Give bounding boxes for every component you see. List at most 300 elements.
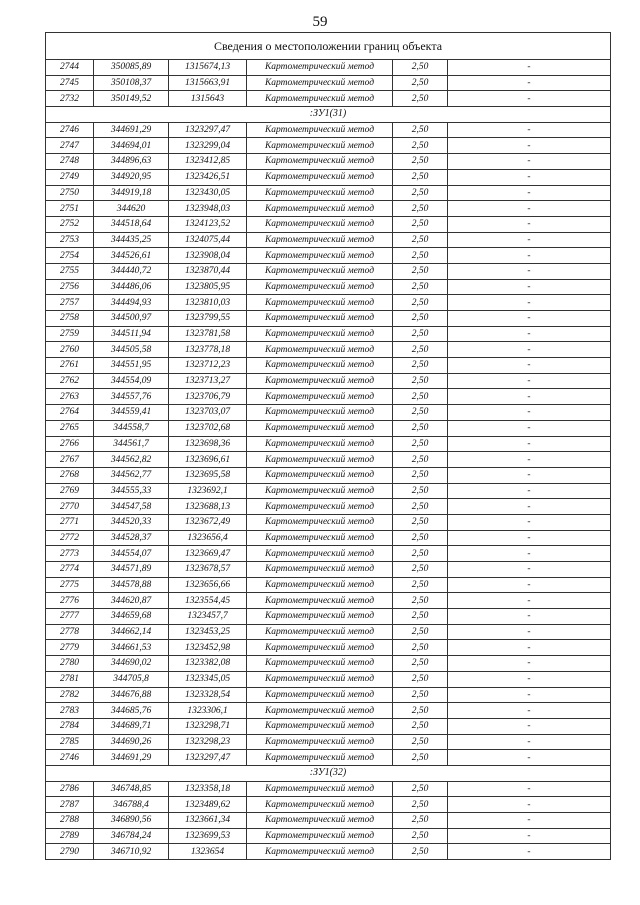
method-cell: Картометрический метод: [247, 671, 393, 687]
x-coordinate-cell: 344562,77: [94, 467, 169, 483]
x-coordinate-cell: 346710,92: [94, 844, 169, 860]
description-cell: -: [448, 530, 611, 546]
y-coordinate-cell: 1323948,03: [169, 201, 247, 217]
y-coordinate-cell: 1323328,54: [169, 687, 247, 703]
accuracy-cell: 2,50: [393, 216, 448, 232]
accuracy-cell: 2,50: [393, 232, 448, 248]
point-number-cell: 2762: [46, 373, 94, 389]
y-coordinate-cell: 1323306,1: [169, 703, 247, 719]
y-coordinate-cell: 1323297,47: [169, 122, 247, 138]
x-coordinate-cell: 344559,41: [94, 405, 169, 421]
x-coordinate-cell: 344578,88: [94, 577, 169, 593]
accuracy-cell: 2,50: [393, 75, 448, 91]
accuracy-cell: 2,50: [393, 624, 448, 640]
description-cell: -: [448, 216, 611, 232]
method-cell: Картометрический метод: [247, 452, 393, 468]
x-coordinate-cell: 344547,58: [94, 499, 169, 515]
table-title: Сведения о местоположении границ объекта: [46, 33, 611, 60]
y-coordinate-cell: 1323703,07: [169, 405, 247, 421]
description-cell: -: [448, 389, 611, 405]
accuracy-cell: 2,50: [393, 718, 448, 734]
point-number-cell: 2761: [46, 358, 94, 374]
point-number-cell: 2783: [46, 703, 94, 719]
point-number-cell: 2746: [46, 750, 94, 766]
point-number-cell: 2774: [46, 562, 94, 578]
x-coordinate-cell: 344520,33: [94, 514, 169, 530]
x-coordinate-cell: 344661,53: [94, 640, 169, 656]
method-cell: Картометрический метод: [247, 420, 393, 436]
table-row: [46, 624, 611, 640]
y-coordinate-cell: 1323712,23: [169, 358, 247, 374]
method-cell: Картометрический метод: [247, 436, 393, 452]
description-cell: -: [448, 122, 611, 138]
table-row: [46, 279, 611, 295]
description-cell: -: [448, 248, 611, 264]
accuracy-cell: 2,50: [393, 326, 448, 342]
table-row: [46, 122, 611, 138]
x-coordinate-cell: 344691,29: [94, 750, 169, 766]
description-cell: -: [448, 750, 611, 766]
method-cell: Картометрический метод: [247, 593, 393, 609]
description-cell: -: [448, 781, 611, 797]
point-number-cell: 2789: [46, 828, 94, 844]
table-row: [46, 373, 611, 389]
x-coordinate-cell: 350108,37: [94, 75, 169, 91]
table-row: [46, 687, 611, 703]
accuracy-cell: 2,50: [393, 420, 448, 436]
x-coordinate-cell: 346788,4: [94, 797, 169, 813]
y-coordinate-cell: 1315663,91: [169, 75, 247, 91]
accuracy-cell: 2,50: [393, 483, 448, 499]
method-cell: Картометрический метод: [247, 232, 393, 248]
description-cell: -: [448, 844, 611, 860]
description-cell: -: [448, 358, 611, 374]
x-coordinate-cell: 344689,71: [94, 718, 169, 734]
method-cell: Картометрический метод: [247, 718, 393, 734]
method-cell: Картометрический метод: [247, 326, 393, 342]
y-coordinate-cell: 1323698,36: [169, 436, 247, 452]
accuracy-cell: 2,50: [393, 546, 448, 562]
y-coordinate-cell: 1323706,79: [169, 389, 247, 405]
point-number-cell: 2767: [46, 452, 94, 468]
table-row: [46, 436, 611, 452]
accuracy-cell: 2,50: [393, 201, 448, 217]
method-cell: Картометрический метод: [247, 640, 393, 656]
accuracy-cell: 2,50: [393, 373, 448, 389]
table-row: [46, 813, 611, 829]
accuracy-cell: 2,50: [393, 844, 448, 860]
x-coordinate-cell: 344551,95: [94, 358, 169, 374]
accuracy-cell: 2,50: [393, 593, 448, 609]
section-label: :ЗУ1(32): [46, 765, 611, 781]
accuracy-cell: 2,50: [393, 750, 448, 766]
y-coordinate-cell: 1323430,05: [169, 185, 247, 201]
x-coordinate-cell: 344691,29: [94, 122, 169, 138]
accuracy-cell: 2,50: [393, 530, 448, 546]
table-title-row: [46, 33, 611, 60]
method-cell: Картометрический метод: [247, 169, 393, 185]
table-row: [46, 546, 611, 562]
x-coordinate-cell: 344440,72: [94, 263, 169, 279]
point-number-cell: 2732: [46, 91, 94, 107]
accuracy-cell: 2,50: [393, 342, 448, 358]
description-cell: -: [448, 718, 611, 734]
y-coordinate-cell: 1323426,51: [169, 169, 247, 185]
accuracy-cell: 2,50: [393, 671, 448, 687]
method-cell: Картометрический метод: [247, 703, 393, 719]
accuracy-cell: 2,50: [393, 389, 448, 405]
method-cell: Картометрический метод: [247, 562, 393, 578]
x-coordinate-cell: 344528,37: [94, 530, 169, 546]
table-row: [46, 734, 611, 750]
method-cell: Картометрический метод: [247, 483, 393, 499]
description-cell: -: [448, 326, 611, 342]
accuracy-cell: 2,50: [393, 436, 448, 452]
table-row: [46, 201, 611, 217]
accuracy-cell: 2,50: [393, 499, 448, 515]
table-row: [46, 718, 611, 734]
y-coordinate-cell: 1323457,7: [169, 609, 247, 625]
y-coordinate-cell: 1323672,49: [169, 514, 247, 530]
method-cell: Картометрический метод: [247, 781, 393, 797]
method-cell: Картометрический метод: [247, 75, 393, 91]
table-row: [46, 138, 611, 154]
accuracy-cell: 2,50: [393, 91, 448, 107]
table-row: [46, 609, 611, 625]
point-number-cell: 2790: [46, 844, 94, 860]
y-coordinate-cell: 1323554,45: [169, 593, 247, 609]
table-row: [46, 91, 611, 107]
accuracy-cell: 2,50: [393, 734, 448, 750]
accuracy-cell: 2,50: [393, 122, 448, 138]
x-coordinate-cell: 344486,06: [94, 279, 169, 295]
y-coordinate-cell: 1323713,27: [169, 373, 247, 389]
accuracy-cell: 2,50: [393, 263, 448, 279]
point-number-cell: 2779: [46, 640, 94, 656]
y-coordinate-cell: 1323654: [169, 844, 247, 860]
point-number-cell: 2788: [46, 813, 94, 829]
x-coordinate-cell: 344690,26: [94, 734, 169, 750]
table-row: [46, 797, 611, 813]
method-cell: Картометрический метод: [247, 91, 393, 107]
method-cell: Картометрический метод: [247, 514, 393, 530]
method-cell: Картометрический метод: [247, 797, 393, 813]
point-number-cell: 2773: [46, 546, 94, 562]
point-number-cell: 2752: [46, 216, 94, 232]
y-coordinate-cell: 1315643: [169, 91, 247, 107]
table-row: [46, 263, 611, 279]
accuracy-cell: 2,50: [393, 60, 448, 76]
table-row: [46, 640, 611, 656]
x-coordinate-cell: 344571,89: [94, 562, 169, 578]
y-coordinate-cell: 1323358,18: [169, 781, 247, 797]
method-cell: Картометрический метод: [247, 263, 393, 279]
table-row: [46, 420, 611, 436]
x-coordinate-cell: 344659,68: [94, 609, 169, 625]
x-coordinate-cell: 344561,7: [94, 436, 169, 452]
accuracy-cell: 2,50: [393, 609, 448, 625]
point-number-cell: 2744: [46, 60, 94, 76]
table-row: [46, 358, 611, 374]
description-cell: -: [448, 232, 611, 248]
method-cell: Картометрический метод: [247, 734, 393, 750]
table-row: [46, 248, 611, 264]
page-number: 59: [312, 14, 328, 30]
x-coordinate-cell: 344690,02: [94, 656, 169, 672]
table-row: [46, 828, 611, 844]
description-cell: -: [448, 734, 611, 750]
accuracy-cell: 2,50: [393, 828, 448, 844]
description-cell: -: [448, 797, 611, 813]
accuracy-cell: 2,50: [393, 514, 448, 530]
y-coordinate-cell: 1323870,44: [169, 263, 247, 279]
description-cell: -: [448, 185, 611, 201]
point-number-cell: 2769: [46, 483, 94, 499]
table-row: [46, 326, 611, 342]
description-cell: -: [448, 624, 611, 640]
table-row: [46, 750, 611, 766]
table-row: [46, 530, 611, 546]
description-cell: -: [448, 91, 611, 107]
table-row: [46, 593, 611, 609]
y-coordinate-cell: 1323799,55: [169, 311, 247, 327]
table-row: [46, 452, 611, 468]
point-number-cell: 2778: [46, 624, 94, 640]
method-cell: Картометрический метод: [247, 499, 393, 515]
table-row: [46, 781, 611, 797]
description-cell: -: [448, 467, 611, 483]
table-row: [46, 75, 611, 91]
description-cell: -: [448, 562, 611, 578]
x-coordinate-cell: 344435,25: [94, 232, 169, 248]
y-coordinate-cell: 1323345,05: [169, 671, 247, 687]
x-coordinate-cell: 346748,85: [94, 781, 169, 797]
description-cell: -: [448, 263, 611, 279]
description-cell: -: [448, 436, 611, 452]
method-cell: Картометрический метод: [247, 342, 393, 358]
table-row: [46, 295, 611, 311]
accuracy-cell: 2,50: [393, 169, 448, 185]
description-cell: -: [448, 687, 611, 703]
description-cell: -: [448, 60, 611, 76]
y-coordinate-cell: 1323656,4: [169, 530, 247, 546]
method-cell: Картометрический метод: [247, 844, 393, 860]
point-number-cell: 2757: [46, 295, 94, 311]
method-cell: Картометрический метод: [247, 154, 393, 170]
x-coordinate-cell: 344919,18: [94, 185, 169, 201]
y-coordinate-cell: 1323908,04: [169, 248, 247, 264]
y-coordinate-cell: 1323778,18: [169, 342, 247, 358]
y-coordinate-cell: 1323695,58: [169, 467, 247, 483]
method-cell: Картометрический метод: [247, 311, 393, 327]
method-cell: Картометрический метод: [247, 530, 393, 546]
method-cell: Картометрический метод: [247, 201, 393, 217]
table-row: [46, 311, 611, 327]
point-number-cell: 2785: [46, 734, 94, 750]
description-cell: -: [448, 169, 611, 185]
method-cell: Картометрический метод: [247, 405, 393, 421]
point-number-cell: 2759: [46, 326, 94, 342]
accuracy-cell: 2,50: [393, 562, 448, 578]
point-number-cell: 2775: [46, 577, 94, 593]
x-coordinate-cell: 344685,76: [94, 703, 169, 719]
method-cell: Картометрический метод: [247, 279, 393, 295]
table-row: [46, 60, 611, 76]
method-cell: Картометрический метод: [247, 624, 393, 640]
accuracy-cell: 2,50: [393, 467, 448, 483]
point-number-cell: 2756: [46, 279, 94, 295]
point-number-cell: 2760: [46, 342, 94, 358]
x-coordinate-cell: 344500,97: [94, 311, 169, 327]
table-row: [46, 232, 611, 248]
y-coordinate-cell: 1324123,52: [169, 216, 247, 232]
accuracy-cell: 2,50: [393, 311, 448, 327]
y-coordinate-cell: 1323810,03: [169, 295, 247, 311]
x-coordinate-cell: 344705,8: [94, 671, 169, 687]
x-coordinate-cell: 344555,33: [94, 483, 169, 499]
point-number-cell: 2751: [46, 201, 94, 217]
y-coordinate-cell: 1323656,66: [169, 577, 247, 593]
point-number-cell: 2764: [46, 405, 94, 421]
method-cell: Картометрический метод: [247, 467, 393, 483]
point-number-cell: 2787: [46, 797, 94, 813]
accuracy-cell: 2,50: [393, 279, 448, 295]
y-coordinate-cell: 1323696,61: [169, 452, 247, 468]
method-cell: Картометрический метод: [247, 138, 393, 154]
method-cell: Картометрический метод: [247, 358, 393, 374]
description-cell: -: [448, 514, 611, 530]
description-cell: -: [448, 577, 611, 593]
section-header-row: [46, 765, 611, 781]
table-row: [46, 514, 611, 530]
section-header-row: [46, 107, 611, 123]
description-cell: -: [448, 656, 611, 672]
description-cell: -: [448, 499, 611, 515]
description-cell: -: [448, 311, 611, 327]
table-row: [46, 499, 611, 515]
method-cell: Картометрический метод: [247, 828, 393, 844]
accuracy-cell: 2,50: [393, 185, 448, 201]
method-cell: Картометрический метод: [247, 813, 393, 829]
y-coordinate-cell: 1323453,25: [169, 624, 247, 640]
method-cell: Картометрический метод: [247, 60, 393, 76]
method-cell: Картометрический метод: [247, 389, 393, 405]
y-coordinate-cell: 1323678,57: [169, 562, 247, 578]
accuracy-cell: 2,50: [393, 781, 448, 797]
point-number-cell: 2782: [46, 687, 94, 703]
point-number-cell: 2750: [46, 185, 94, 201]
y-coordinate-cell: 1323452,98: [169, 640, 247, 656]
x-coordinate-cell: 344620,87: [94, 593, 169, 609]
point-number-cell: 2745: [46, 75, 94, 91]
x-coordinate-cell: 344526,61: [94, 248, 169, 264]
method-cell: Картометрический метод: [247, 750, 393, 766]
description-cell: -: [448, 279, 611, 295]
accuracy-cell: 2,50: [393, 248, 448, 264]
description-cell: -: [448, 593, 611, 609]
y-coordinate-cell: 1323688,13: [169, 499, 247, 515]
table-row: [46, 154, 611, 170]
y-coordinate-cell: 1323297,47: [169, 750, 247, 766]
accuracy-cell: 2,50: [393, 405, 448, 421]
point-number-cell: 2786: [46, 781, 94, 797]
y-coordinate-cell: 1323661,34: [169, 813, 247, 829]
method-cell: Картометрический метод: [247, 687, 393, 703]
method-cell: Картометрический метод: [247, 185, 393, 201]
x-coordinate-cell: 344896,63: [94, 154, 169, 170]
x-coordinate-cell: 344511,94: [94, 326, 169, 342]
x-coordinate-cell: 344662,14: [94, 624, 169, 640]
point-number-cell: 2772: [46, 530, 94, 546]
description-cell: -: [448, 452, 611, 468]
x-coordinate-cell: 346784,24: [94, 828, 169, 844]
table-row: [46, 389, 611, 405]
method-cell: Картометрический метод: [247, 122, 393, 138]
point-number-cell: 2766: [46, 436, 94, 452]
y-coordinate-cell: 1323298,71: [169, 718, 247, 734]
accuracy-cell: 2,50: [393, 452, 448, 468]
method-cell: Картометрический метод: [247, 295, 393, 311]
description-cell: -: [448, 420, 611, 436]
y-coordinate-cell: 1323669,47: [169, 546, 247, 562]
description-cell: -: [448, 813, 611, 829]
accuracy-cell: 2,50: [393, 295, 448, 311]
y-coordinate-cell: 1323805,95: [169, 279, 247, 295]
table-row: [46, 844, 611, 860]
description-cell: -: [448, 154, 611, 170]
point-number-cell: 2765: [46, 420, 94, 436]
table-row: [46, 562, 611, 578]
accuracy-cell: 2,50: [393, 154, 448, 170]
point-number-cell: 2753: [46, 232, 94, 248]
description-cell: -: [448, 295, 611, 311]
description-cell: -: [448, 138, 611, 154]
point-number-cell: 2771: [46, 514, 94, 530]
x-coordinate-cell: 344562,82: [94, 452, 169, 468]
y-coordinate-cell: 1323699,53: [169, 828, 247, 844]
point-number-cell: 2747: [46, 138, 94, 154]
y-coordinate-cell: 1323412,85: [169, 154, 247, 170]
x-coordinate-cell: 344554,09: [94, 373, 169, 389]
table-row: [46, 169, 611, 185]
y-coordinate-cell: 1323692,1: [169, 483, 247, 499]
accuracy-cell: 2,50: [393, 138, 448, 154]
y-coordinate-cell: 1323489,62: [169, 797, 247, 813]
table-row: [46, 467, 611, 483]
table-row: [46, 405, 611, 421]
table-row: [46, 483, 611, 499]
description-cell: -: [448, 405, 611, 421]
x-coordinate-cell: 344554,07: [94, 546, 169, 562]
description-cell: -: [448, 828, 611, 844]
x-coordinate-cell: 344676,88: [94, 687, 169, 703]
table-row: [46, 185, 611, 201]
description-cell: -: [448, 75, 611, 91]
point-number-cell: 2749: [46, 169, 94, 185]
description-cell: -: [448, 609, 611, 625]
accuracy-cell: 2,50: [393, 687, 448, 703]
description-cell: -: [448, 483, 611, 499]
description-cell: -: [448, 546, 611, 562]
x-coordinate-cell: 346890,56: [94, 813, 169, 829]
method-cell: Картометрический метод: [247, 577, 393, 593]
method-cell: Картометрический метод: [247, 546, 393, 562]
point-number-cell: 2748: [46, 154, 94, 170]
description-cell: -: [448, 342, 611, 358]
accuracy-cell: 2,50: [393, 656, 448, 672]
accuracy-cell: 2,50: [393, 797, 448, 813]
point-number-cell: 2754: [46, 248, 94, 264]
